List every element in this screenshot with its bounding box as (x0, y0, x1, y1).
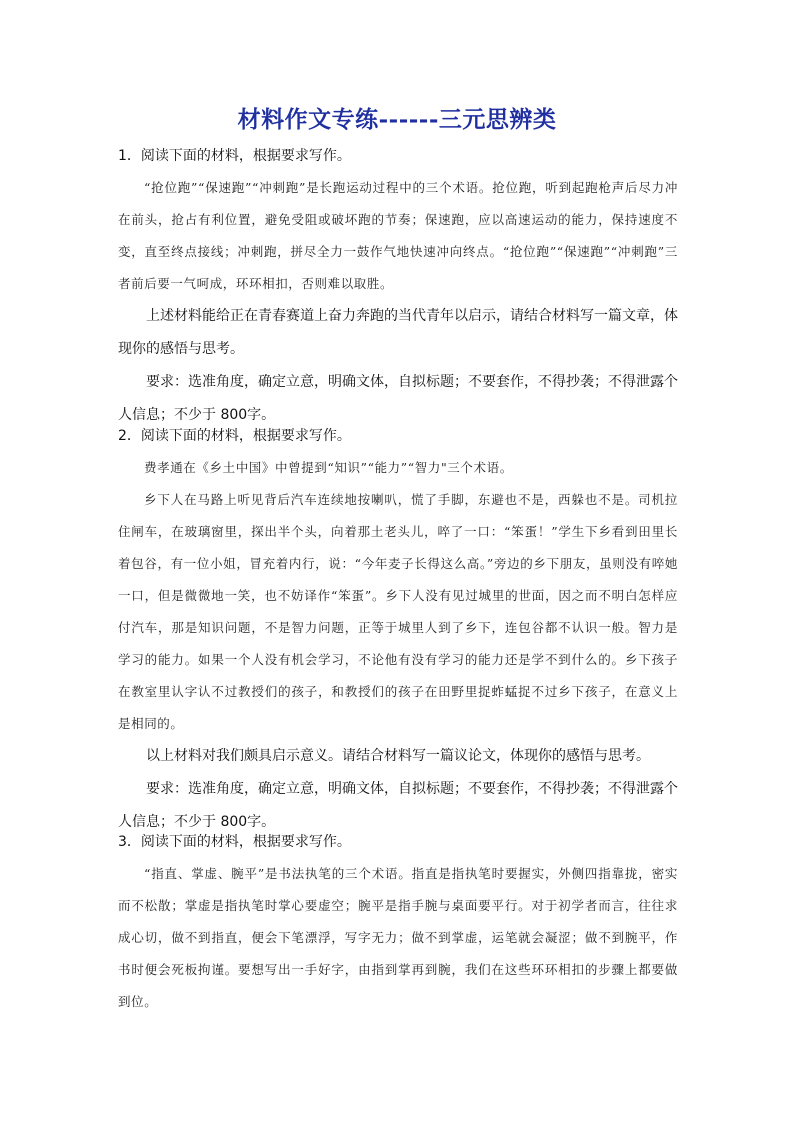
question-2-heading: 2．阅读下面的材料，根据要求写作。 (118, 428, 351, 444)
question-2-intro: 费孝通在《乡土中国》中曾提到“知识”“能力”“智力"三个术语。 (144, 460, 513, 475)
question-1-heading: 1．阅读下面的材料，根据要求写作。 (118, 148, 351, 164)
question-1 (118, 140, 678, 432)
question-2-requirements: 要求：选准角度，确定立意，明确文体，自拟标题；不要套作，不得抄袭；不得泄露个人信息；不少于 800字。 (118, 781, 678, 830)
question-1-requirements: 要求：选准角度，确定立意，明确文体，自拟标题；不要套作，不得抄袭；不得泄露个人信息；不少于 800字。 (118, 374, 678, 423)
question-3 (118, 826, 678, 1018)
question-2-prompt: 以上材料对我们颇具启示意义。请结合材料写一篇议论文，体现你的感悟与思考。 (146, 748, 650, 764)
question-3-heading: 3．阅读下面的材料，根据要求写作。 (118, 834, 351, 850)
question-3-material: “指直、掌虚、腕平”是书法执笔的三个术语。指直是指执笔时要握实，外侧四指靠拢，密实而不松散；掌虚是指执笔时掌心要虚空；腕平是指手腕与桌面要平行。对于初学者而言，往往求成心切，做不到指直，便会下笔漂浮，写字无力；做不到掌虚，运笔就会凝涩；做不到腕平，作书时便会死板拘谨。要想写出一手好字，由指到掌再到腕，我们在这些环环相扣的步骤上都要做到位。 (118, 866, 678, 1009)
question-2 (118, 420, 678, 839)
question-1-material: “抢位跑”“保速跑”“冲刺跑”是长跑运动过程中的三个术语。抢位跑，听到起跑枪声后尽力冲在前头，抢占有利位置，避免受阻或破坏跑的节奏；保速跑，应以高速运动的能力，保持速度不变，直至终点接线；冲刺跑，拼尽全力一鼓作气地快速冲向终点。“抢位跑”“保速跑”“冲刺跑”三者前后要一气呵成，环环相扣，否则难以取胜。 (118, 180, 678, 291)
question-1-prompt: 上述材料能给正在青春赛道上奋力奔跑的当代青年以启示，请结合材料写一篇文章，体现你的感悟与思考。 (118, 308, 678, 357)
question-2-material: 乡下人在马路上听见背后汽车连续地按喇叭，慌了手脚，东避也不是，西躲也不是。司机拉住闸车，在玻璃窗里，探出半个头，向着那土老头儿，啐了一口：“笨蛋！”学生下乡看到田里长着包谷，有一位小姐，冒充着内行，说：“今年麦子长得这么高。”旁边的乡下朋友，虽则没有啐她一口，但是微微地一笑，也不妨译作“笨蛋”。乡下人没有见过城里的世面，因之而不明白怎样应付汽车，那是知识问题，不是智力问题，正等于城里人到了乡下，连包谷都不认识一般。智力是学习的能力。如果一个人没有机会学习，不论他有没有学习的能力还是学不到什么的。乡下孩子在教室里认字认不过教授们的孩子，和教授们的孩子在田野里捉蚱蜢捉不过乡下孩子，在意义上是相同的。 (118, 492, 678, 731)
page-title: 材料作文专练------三元思辨类 (237, 106, 557, 133)
